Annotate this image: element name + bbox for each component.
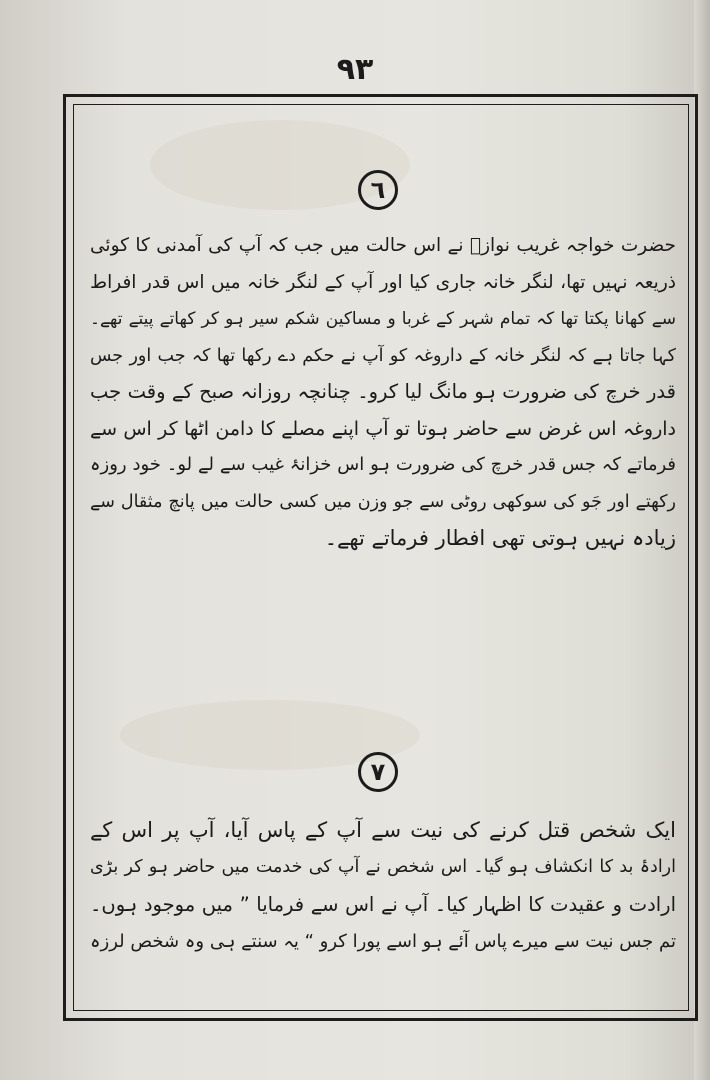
text-line: قدر خرچ کی ضرورت ہو مانگ لیا کرو۔ چنانچہ روزانہ صبح کے وقت جب xyxy=(90,380,676,403)
text-line: کہا جاتا ہے کہ لنگر خانہ کے داروغہ کو آپ نے حکم دے رکھا تھا کہ جب اور جس xyxy=(90,345,676,366)
text-line: حضرت خواجہ غریب نوازؒ نے اس حالت میں جب کہ آپ کی آمدنی کا کوئی xyxy=(90,235,676,256)
paragraph-6 xyxy=(90,228,676,557)
text-line: رکھتے اور جَو کی سوکھی روٹی سے جو وزن میں کسی حالت میں پانچ مثقال سے xyxy=(90,491,676,512)
text-line: فرماتے کہ جس قدر خرچ کی ضرورت ہو اس خزانۂ غیب سے لے لو۔ خود روزہ xyxy=(90,454,676,475)
paragraph-7 xyxy=(90,812,676,960)
text-line: تم جس نیت سے میرے پاس آئے ہو اسے پورا کرو “ یہ سنتے ہی وہ شخص لرزہ xyxy=(90,931,676,952)
text-line: سے کھانا پکتا تھا کہ تمام شہر کے غربا و مساکین شکم سیر ہو کر کھاتے پیتے تھے۔ xyxy=(90,309,676,329)
text-line: ارادت و عقیدت کا اظہار کیا۔ آپ نے اس سے فرمایا ” میں موجود ہوں۔ xyxy=(90,893,676,916)
text-line: ایک شخص قتل کرنے کی نیت سے آپ کے پاس آیا، آپ پر اس کے xyxy=(90,818,676,842)
page-number: ٩٣ xyxy=(336,52,374,87)
text-line: ذریعہ نہیں تھا، لنگر خانہ جاری کیا اور آپ کے لنگر خانہ میں اس قدر افراط xyxy=(90,271,676,293)
text-line: ارادۂ بد کا انکشاف ہو گیا۔ اس شخص نے آپ کی خدمت میں حاضر ہو کر بڑی xyxy=(90,857,676,877)
text-line: داروغہ اس غرض سے حاضر ہوتا تو آپ اپنے مصلے کا دامن اٹھا کر اس سے xyxy=(90,417,676,440)
section-marker-7: ٧ xyxy=(358,752,398,792)
section-marker-6: ٦ xyxy=(358,170,398,210)
text-line: زیادہ نہیں ہوتی تھی افطار فرماتے تھے۔ xyxy=(324,526,676,550)
